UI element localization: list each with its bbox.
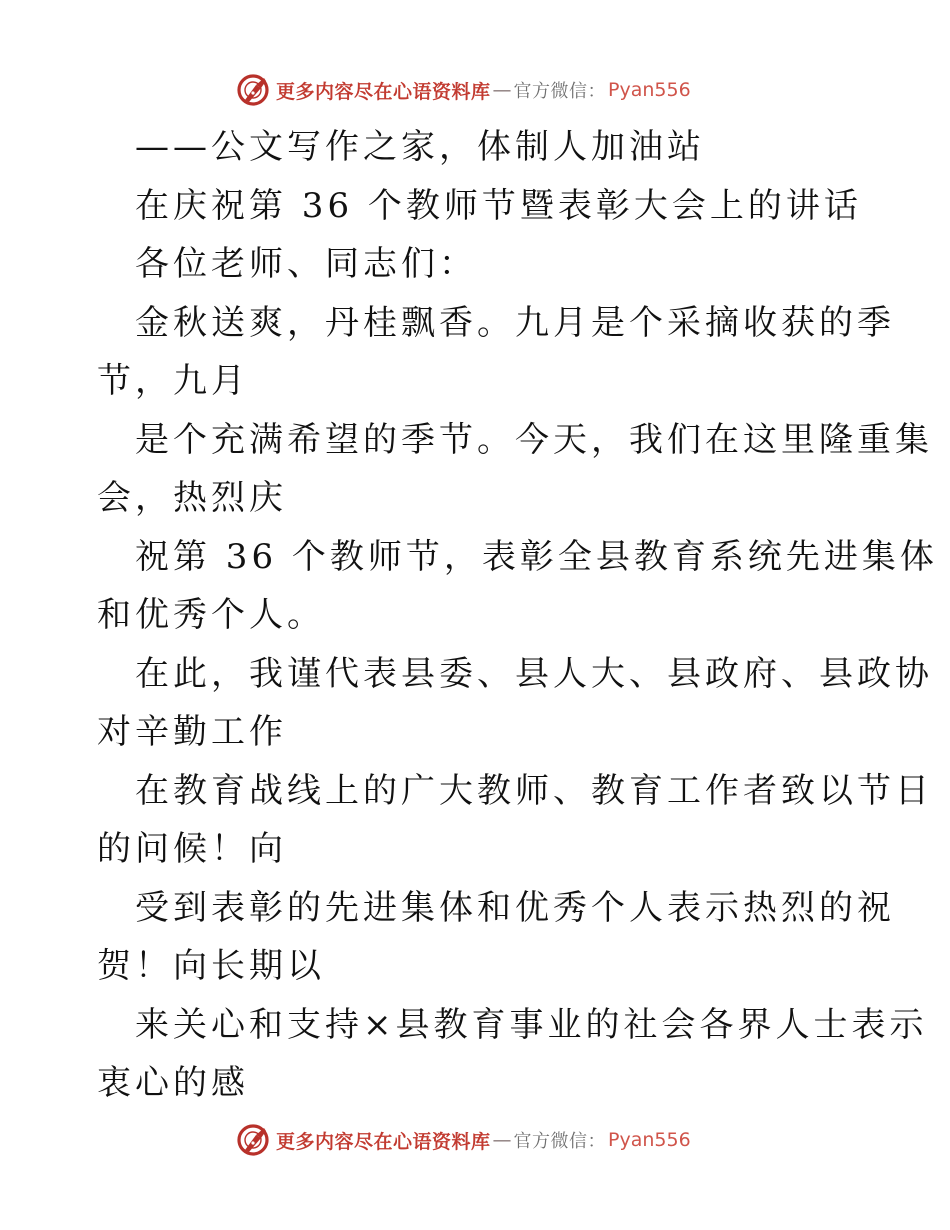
pen-nib-circle-logo-icon (236, 73, 270, 107)
paragraph-line: 会，热烈庆 (97, 478, 287, 518)
paragraph-line: 在此，我谨代表县委、县人大、县政府、县政协 (135, 653, 933, 694)
salutation: 各位老师、同志们： (135, 244, 477, 284)
paragraph-line: 祝第 36 个教师节，表彰全县教育系统先进集体 (135, 536, 938, 577)
footer-wechat-id: Pyan556 (608, 1129, 691, 1151)
paragraph-line: 来关心和支持×县教育事业的社会各界人士表示 (135, 1004, 928, 1045)
header-sub-text: 官方微信： (513, 81, 607, 102)
paragraph-line: 金秋送爽，丹桂飘香。九月是个采摘收获的季 (135, 302, 895, 343)
paragraph-line: 受到表彰的先进集体和优秀个人表示热烈的祝 (135, 887, 895, 928)
footer-watermark (236, 1122, 756, 1158)
paragraph-line: 在教育战线上的广大教师、教育工作者致以节日 (135, 770, 933, 811)
footer-dash: — (492, 1129, 512, 1151)
paragraph-line: 衷心的感 (97, 1063, 249, 1103)
header-main-text: 更多内容尽在心语资料库 (276, 80, 491, 103)
paragraph-line: 对辛勤工作 (97, 712, 287, 752)
subtitle-line: ——公文写作之家，体制人加油站 (135, 127, 705, 167)
paragraph-line: 贺！向长期以 (97, 946, 325, 986)
paragraph-line: 的问候！向 (97, 829, 287, 869)
header-watermark (236, 72, 756, 108)
footer-main-text: 更多内容尽在心语资料库 (276, 1130, 491, 1153)
header-wechat-id: Pyan556 (608, 79, 691, 101)
header-dash: — (492, 79, 512, 101)
paragraph-line: 节，九月 (97, 361, 249, 401)
pen-nib-circle-logo-icon (236, 1123, 270, 1157)
document-body (97, 118, 938, 1113)
speech-title: 在庆祝第 36 个教师节暨表彰大会上的讲话 (135, 185, 862, 226)
footer-sub-text: 官方微信： (513, 1131, 607, 1152)
paragraph-line: 和优秀个人。 (97, 595, 325, 635)
paragraph-line: 是个充满希望的季节。今天，我们在这里隆重集 (135, 419, 933, 460)
